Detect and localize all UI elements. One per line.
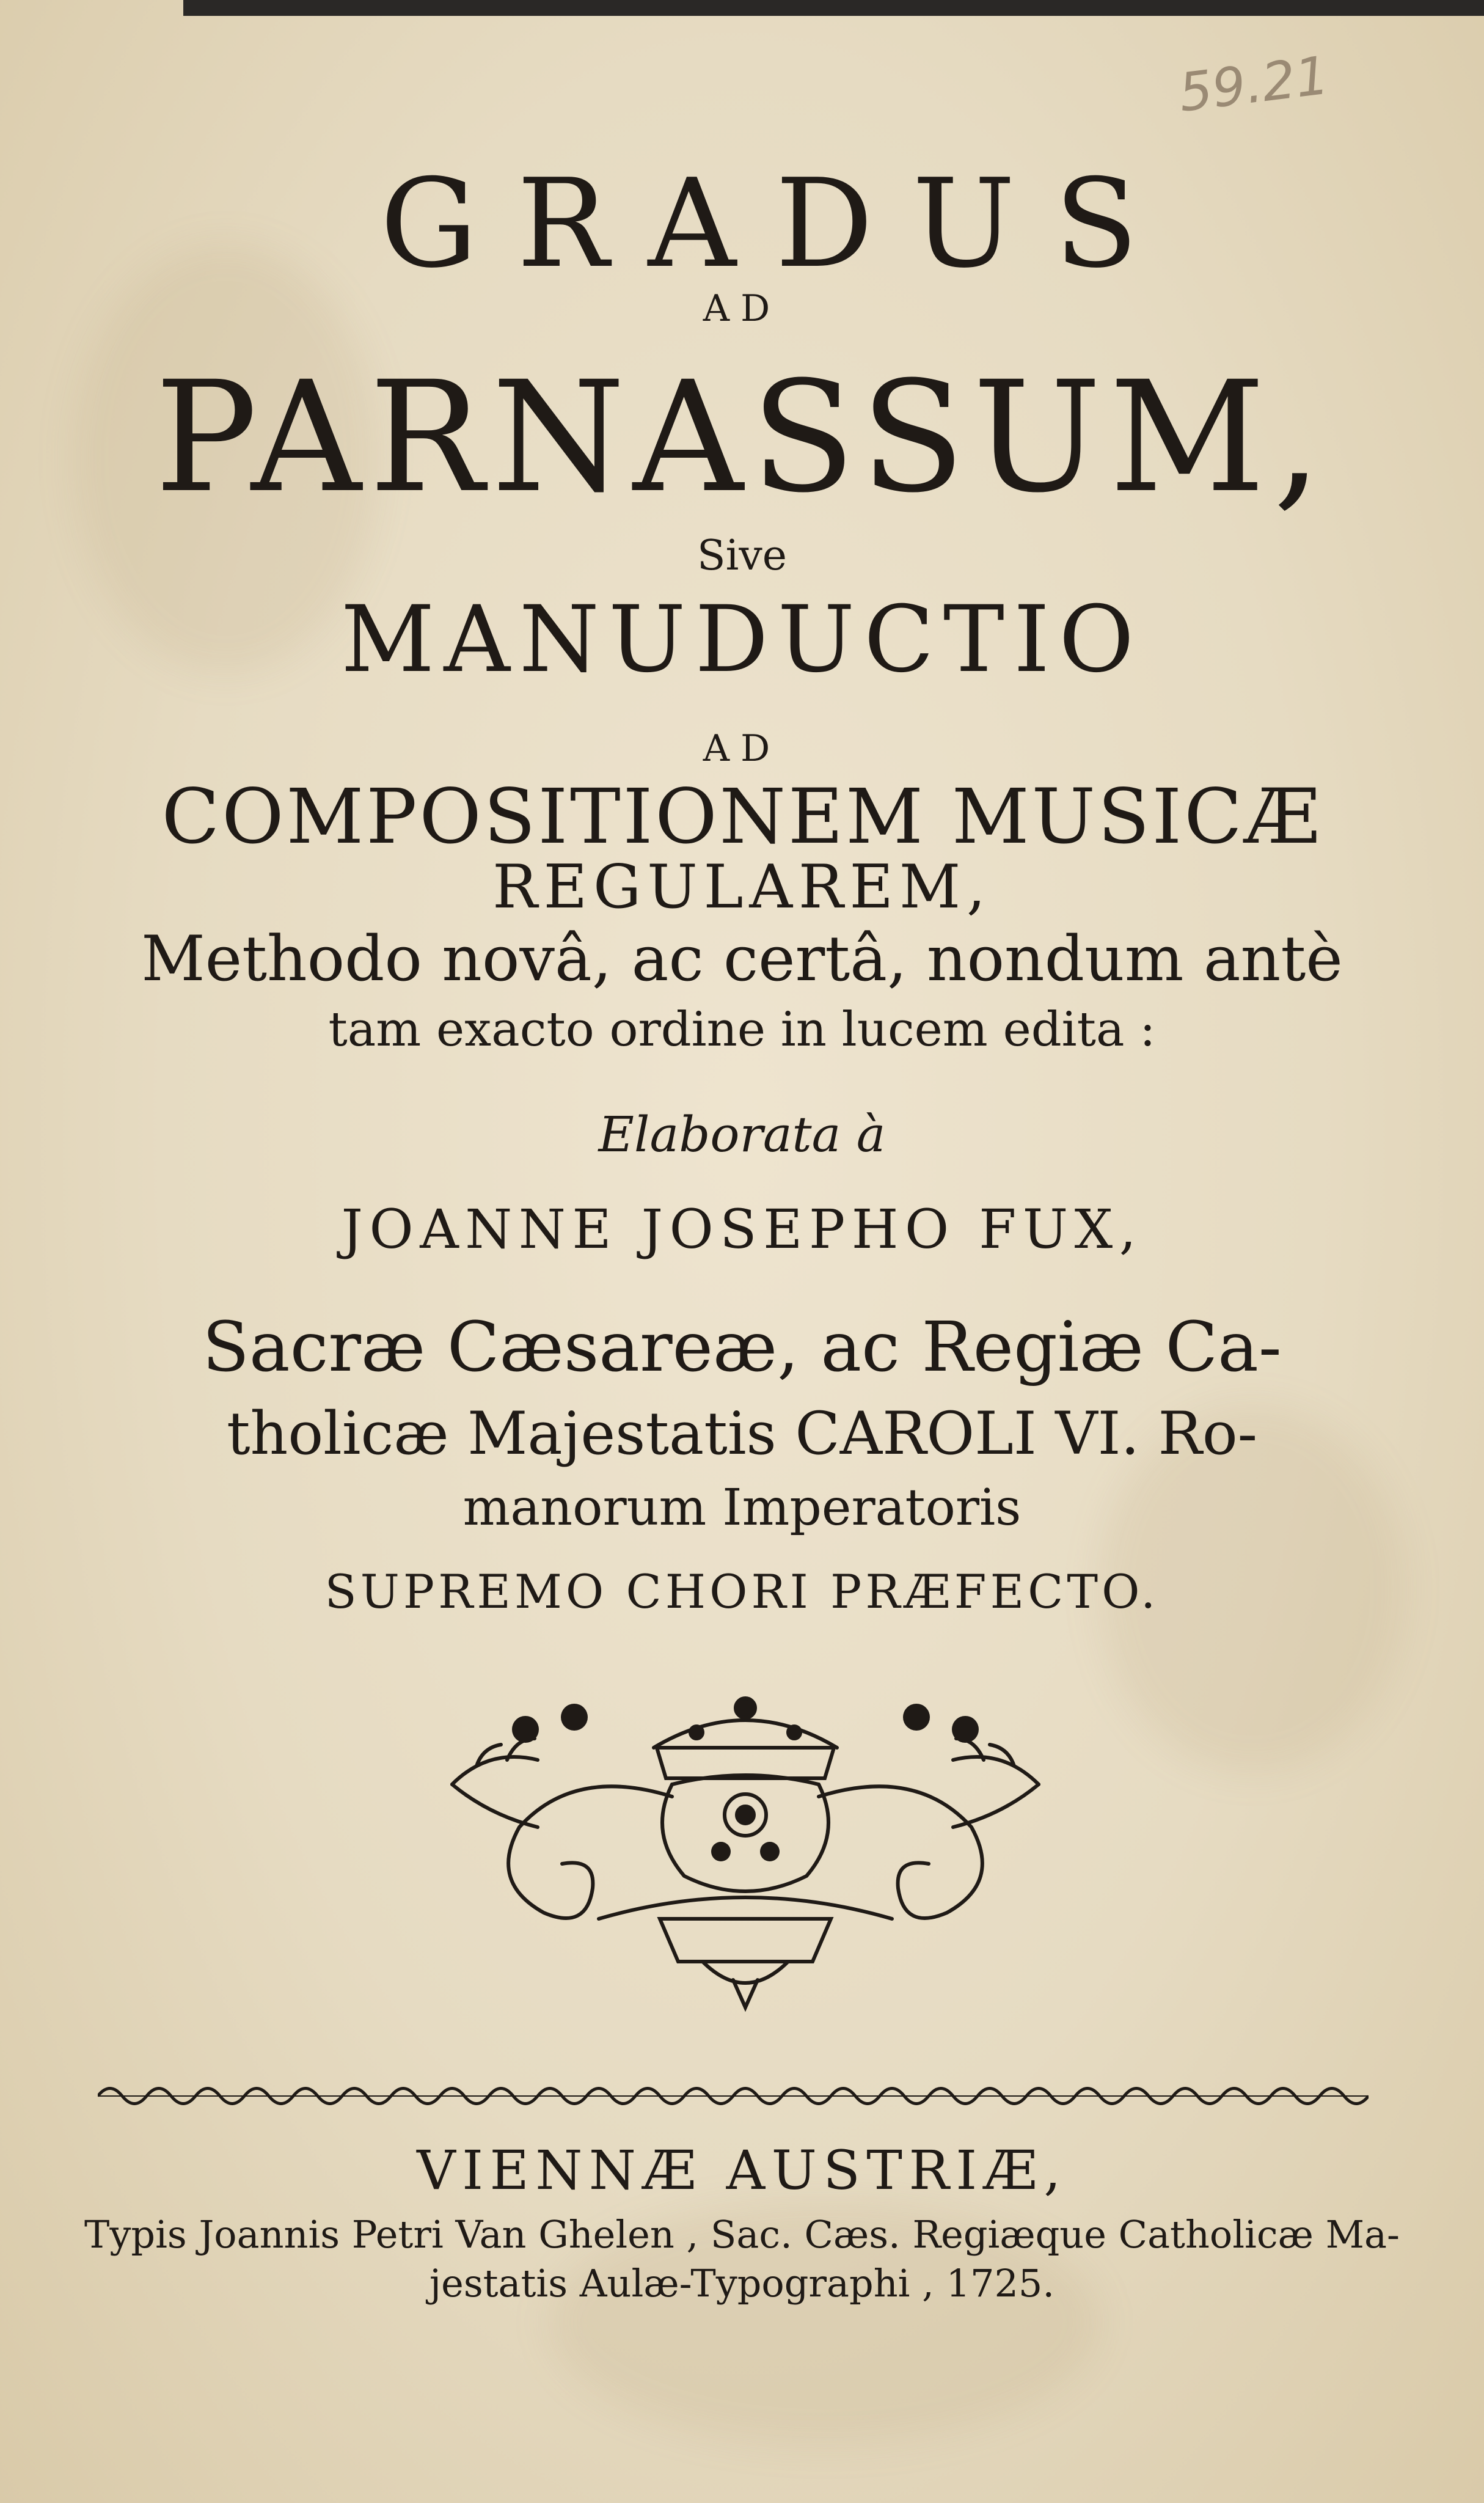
description-line-1: Methodo novâ, ac certâ, nondum antè bbox=[141, 923, 1343, 995]
imprint-printer-1: Typis Joannis Petri Van Ghelen , Sac. Cæs. Regiæque Catholicæ Ma- bbox=[84, 2212, 1400, 2257]
title-ad-1: AD bbox=[703, 287, 781, 330]
chain-border-rule bbox=[98, 2078, 1369, 2114]
author-title-1: Sacræ Cæsareæ, ac Regiæ Ca- bbox=[202, 1308, 1282, 1387]
imprint-city: VIENNÆ AUSTRIÆ, bbox=[417, 2139, 1067, 2202]
imprint-printer-2: jestatis Aulæ-Typographi , 1725. bbox=[429, 2261, 1055, 2306]
title-gradus: GRADUS bbox=[380, 153, 1177, 295]
title-ad-2: AD bbox=[703, 727, 781, 770]
title-compositionem: COMPOSITIONEM MUSICÆ bbox=[161, 773, 1323, 861]
author-name: JOANNE JOSEPHO FUX, bbox=[341, 1198, 1143, 1261]
title-parnassum: PARNASSUM, bbox=[155, 348, 1329, 526]
author-title-3: manorum Imperatoris bbox=[462, 1479, 1022, 1537]
title-manuductio: MANUDUCTIO bbox=[340, 587, 1144, 693]
description-line-2: tam exacto ordine in lucem edita : bbox=[328, 1002, 1156, 1057]
author-intro: Elaborata à bbox=[598, 1106, 886, 1163]
author-title-2: tholicæ Majestatis CAROLI VI. Ro- bbox=[226, 1399, 1258, 1468]
scan-edge bbox=[183, 0, 1484, 16]
author-title-4: SUPREMO CHORI PRÆFECTO. bbox=[324, 1564, 1160, 1619]
title-sive: Sive bbox=[697, 532, 787, 580]
title-regularem: REGULAREM, bbox=[492, 852, 992, 922]
handwritten-shelfmark: 59.21 bbox=[1175, 45, 1332, 124]
crown-cartouche-ornament bbox=[415, 1674, 1075, 2017]
